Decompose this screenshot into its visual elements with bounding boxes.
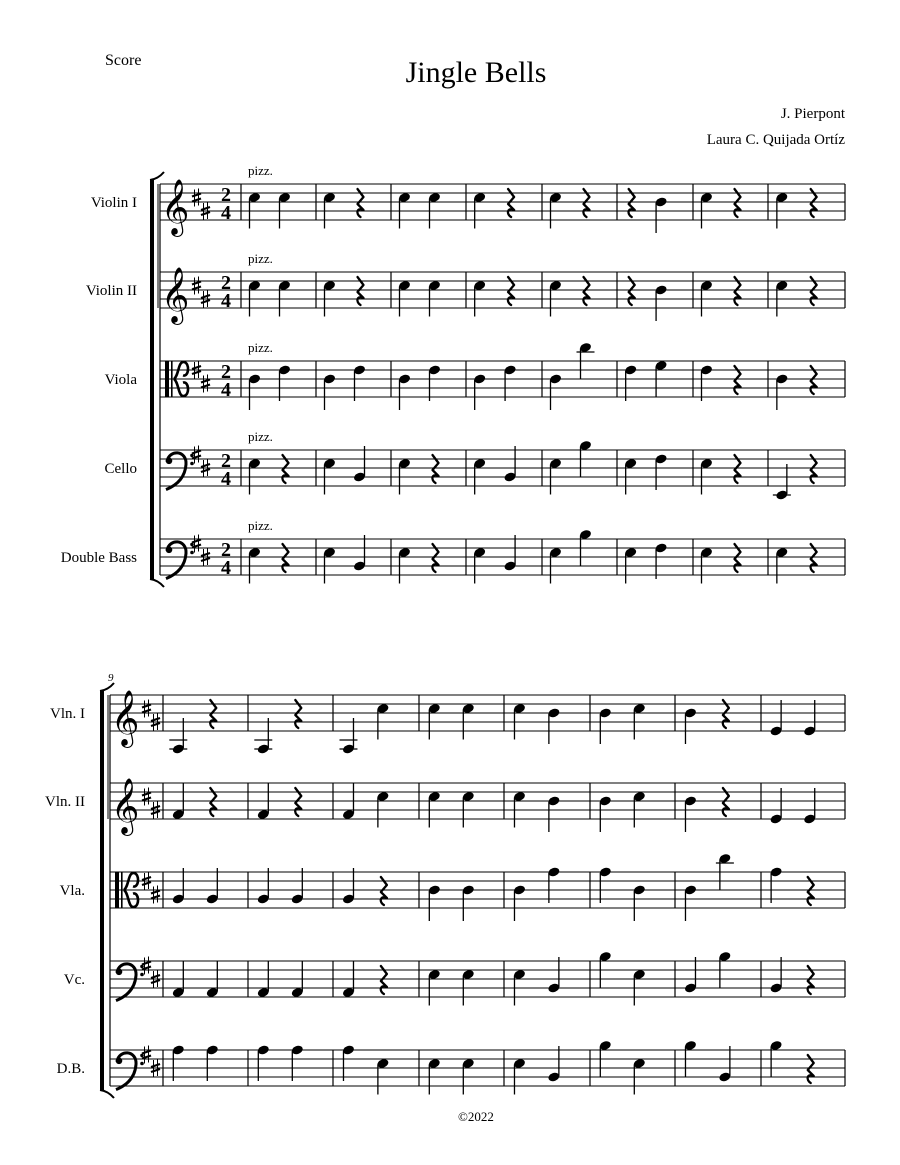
instrument-label: Violin I bbox=[90, 195, 137, 211]
lyricist-credit: J. Pierpont bbox=[780, 106, 845, 122]
sharp-sign bbox=[201, 300, 210, 303]
system-bracket bbox=[100, 691, 104, 1090]
sharp-sign bbox=[151, 718, 160, 721]
sharp-sign bbox=[151, 980, 160, 983]
sharp-sign bbox=[192, 287, 201, 290]
playing-marking: pizz. bbox=[248, 251, 273, 266]
sharp-sign bbox=[151, 723, 160, 726]
arranger-credit: Laura C. Quijada Ortíz bbox=[706, 132, 845, 148]
sharp-sign bbox=[151, 811, 160, 814]
sharp-sign bbox=[201, 469, 210, 472]
system-bracket bbox=[150, 180, 154, 579]
bass-clef-dot bbox=[166, 547, 173, 554]
instrument-label: Viola bbox=[104, 372, 137, 388]
treble-clef: 𝄞 bbox=[161, 269, 190, 322]
piece-title: Jingle Bells bbox=[405, 56, 547, 89]
instrument-label: D.B. bbox=[56, 1061, 85, 1077]
sharp-sign bbox=[192, 451, 201, 454]
sharp-sign bbox=[201, 385, 210, 388]
time-signature-bottom: 4 bbox=[221, 202, 231, 224]
measure-number: 9 bbox=[108, 672, 114, 684]
bracket-hook bbox=[150, 579, 164, 587]
sharp-sign bbox=[142, 1051, 151, 1054]
sharp-sign bbox=[192, 366, 201, 369]
sharp-sign bbox=[151, 896, 160, 899]
treble-clef: 𝄞 bbox=[111, 780, 140, 833]
copyright-notice: ©2022 bbox=[458, 1109, 494, 1124]
time-signature-bottom: 4 bbox=[221, 379, 231, 401]
alto-clef-bar bbox=[171, 361, 173, 397]
sharp-sign bbox=[142, 710, 151, 713]
bass-clef-dot bbox=[190, 551, 194, 555]
sharp-sign bbox=[201, 212, 210, 215]
time-signature-bottom: 4 bbox=[221, 468, 231, 490]
sharp-sign bbox=[192, 371, 201, 374]
bracket-hook bbox=[100, 683, 114, 691]
alto-clef-bar bbox=[115, 872, 119, 908]
sharp-sign bbox=[142, 877, 151, 880]
sharp-sign bbox=[192, 199, 201, 202]
sharp-sign bbox=[192, 194, 201, 197]
playing-marking: pizz. bbox=[248, 518, 273, 533]
playing-marking: pizz. bbox=[248, 163, 273, 178]
playing-marking: pizz. bbox=[248, 429, 273, 444]
sharp-sign bbox=[151, 1069, 160, 1072]
time-signature-top: 2 bbox=[221, 539, 231, 561]
instrument-label: Vla. bbox=[59, 883, 85, 899]
sharp-sign bbox=[142, 882, 151, 885]
sharp-sign bbox=[192, 282, 201, 285]
sharp-sign bbox=[192, 540, 201, 543]
alto-clef-bar bbox=[121, 872, 123, 908]
instrument-label: Cello bbox=[104, 461, 137, 477]
instrument-label: Vln. II bbox=[45, 794, 85, 810]
instrument-label: Double Bass bbox=[60, 550, 137, 566]
instrument-label: Violin II bbox=[85, 283, 137, 299]
sharp-sign bbox=[201, 558, 210, 561]
treble-clef: 𝄞 bbox=[111, 692, 140, 745]
time-signature-top: 2 bbox=[221, 184, 231, 206]
sharp-sign bbox=[201, 553, 210, 556]
sharp-sign bbox=[201, 464, 210, 467]
playing-marking: pizz. bbox=[248, 340, 273, 355]
time-signature-top: 2 bbox=[221, 272, 231, 294]
bass-clef-dot bbox=[190, 462, 194, 466]
time-signature-bottom: 4 bbox=[221, 290, 231, 312]
instrument-label: Vln. I bbox=[50, 706, 85, 722]
sharp-sign bbox=[201, 380, 210, 383]
bass-clef-dot bbox=[140, 973, 144, 977]
bracket-hook bbox=[100, 1090, 114, 1098]
sharp-sign bbox=[142, 798, 151, 801]
time-signature-top: 2 bbox=[221, 361, 231, 383]
bass-clef-dot bbox=[140, 1062, 144, 1066]
bass-clef-dot bbox=[116, 969, 123, 976]
alto-clef-bar bbox=[165, 361, 169, 397]
bracket-hook bbox=[150, 172, 164, 180]
time-signature-top: 2 bbox=[221, 450, 231, 472]
sharp-sign bbox=[142, 962, 151, 965]
sharp-sign bbox=[151, 1064, 160, 1067]
instrument-label: Vc. bbox=[63, 972, 85, 988]
sharp-sign bbox=[151, 891, 160, 894]
sharp-sign bbox=[142, 793, 151, 796]
sharp-sign bbox=[151, 975, 160, 978]
bass-clef-dot bbox=[166, 458, 173, 465]
sharp-sign bbox=[201, 295, 210, 298]
sharp-sign bbox=[151, 806, 160, 809]
treble-clef: 𝄞 bbox=[161, 181, 190, 234]
time-signature-bottom: 4 bbox=[221, 557, 231, 579]
sharp-sign bbox=[201, 207, 210, 210]
sharp-sign bbox=[142, 705, 151, 708]
score-label: Score bbox=[105, 52, 142, 69]
bass-clef-dot bbox=[116, 1058, 123, 1065]
